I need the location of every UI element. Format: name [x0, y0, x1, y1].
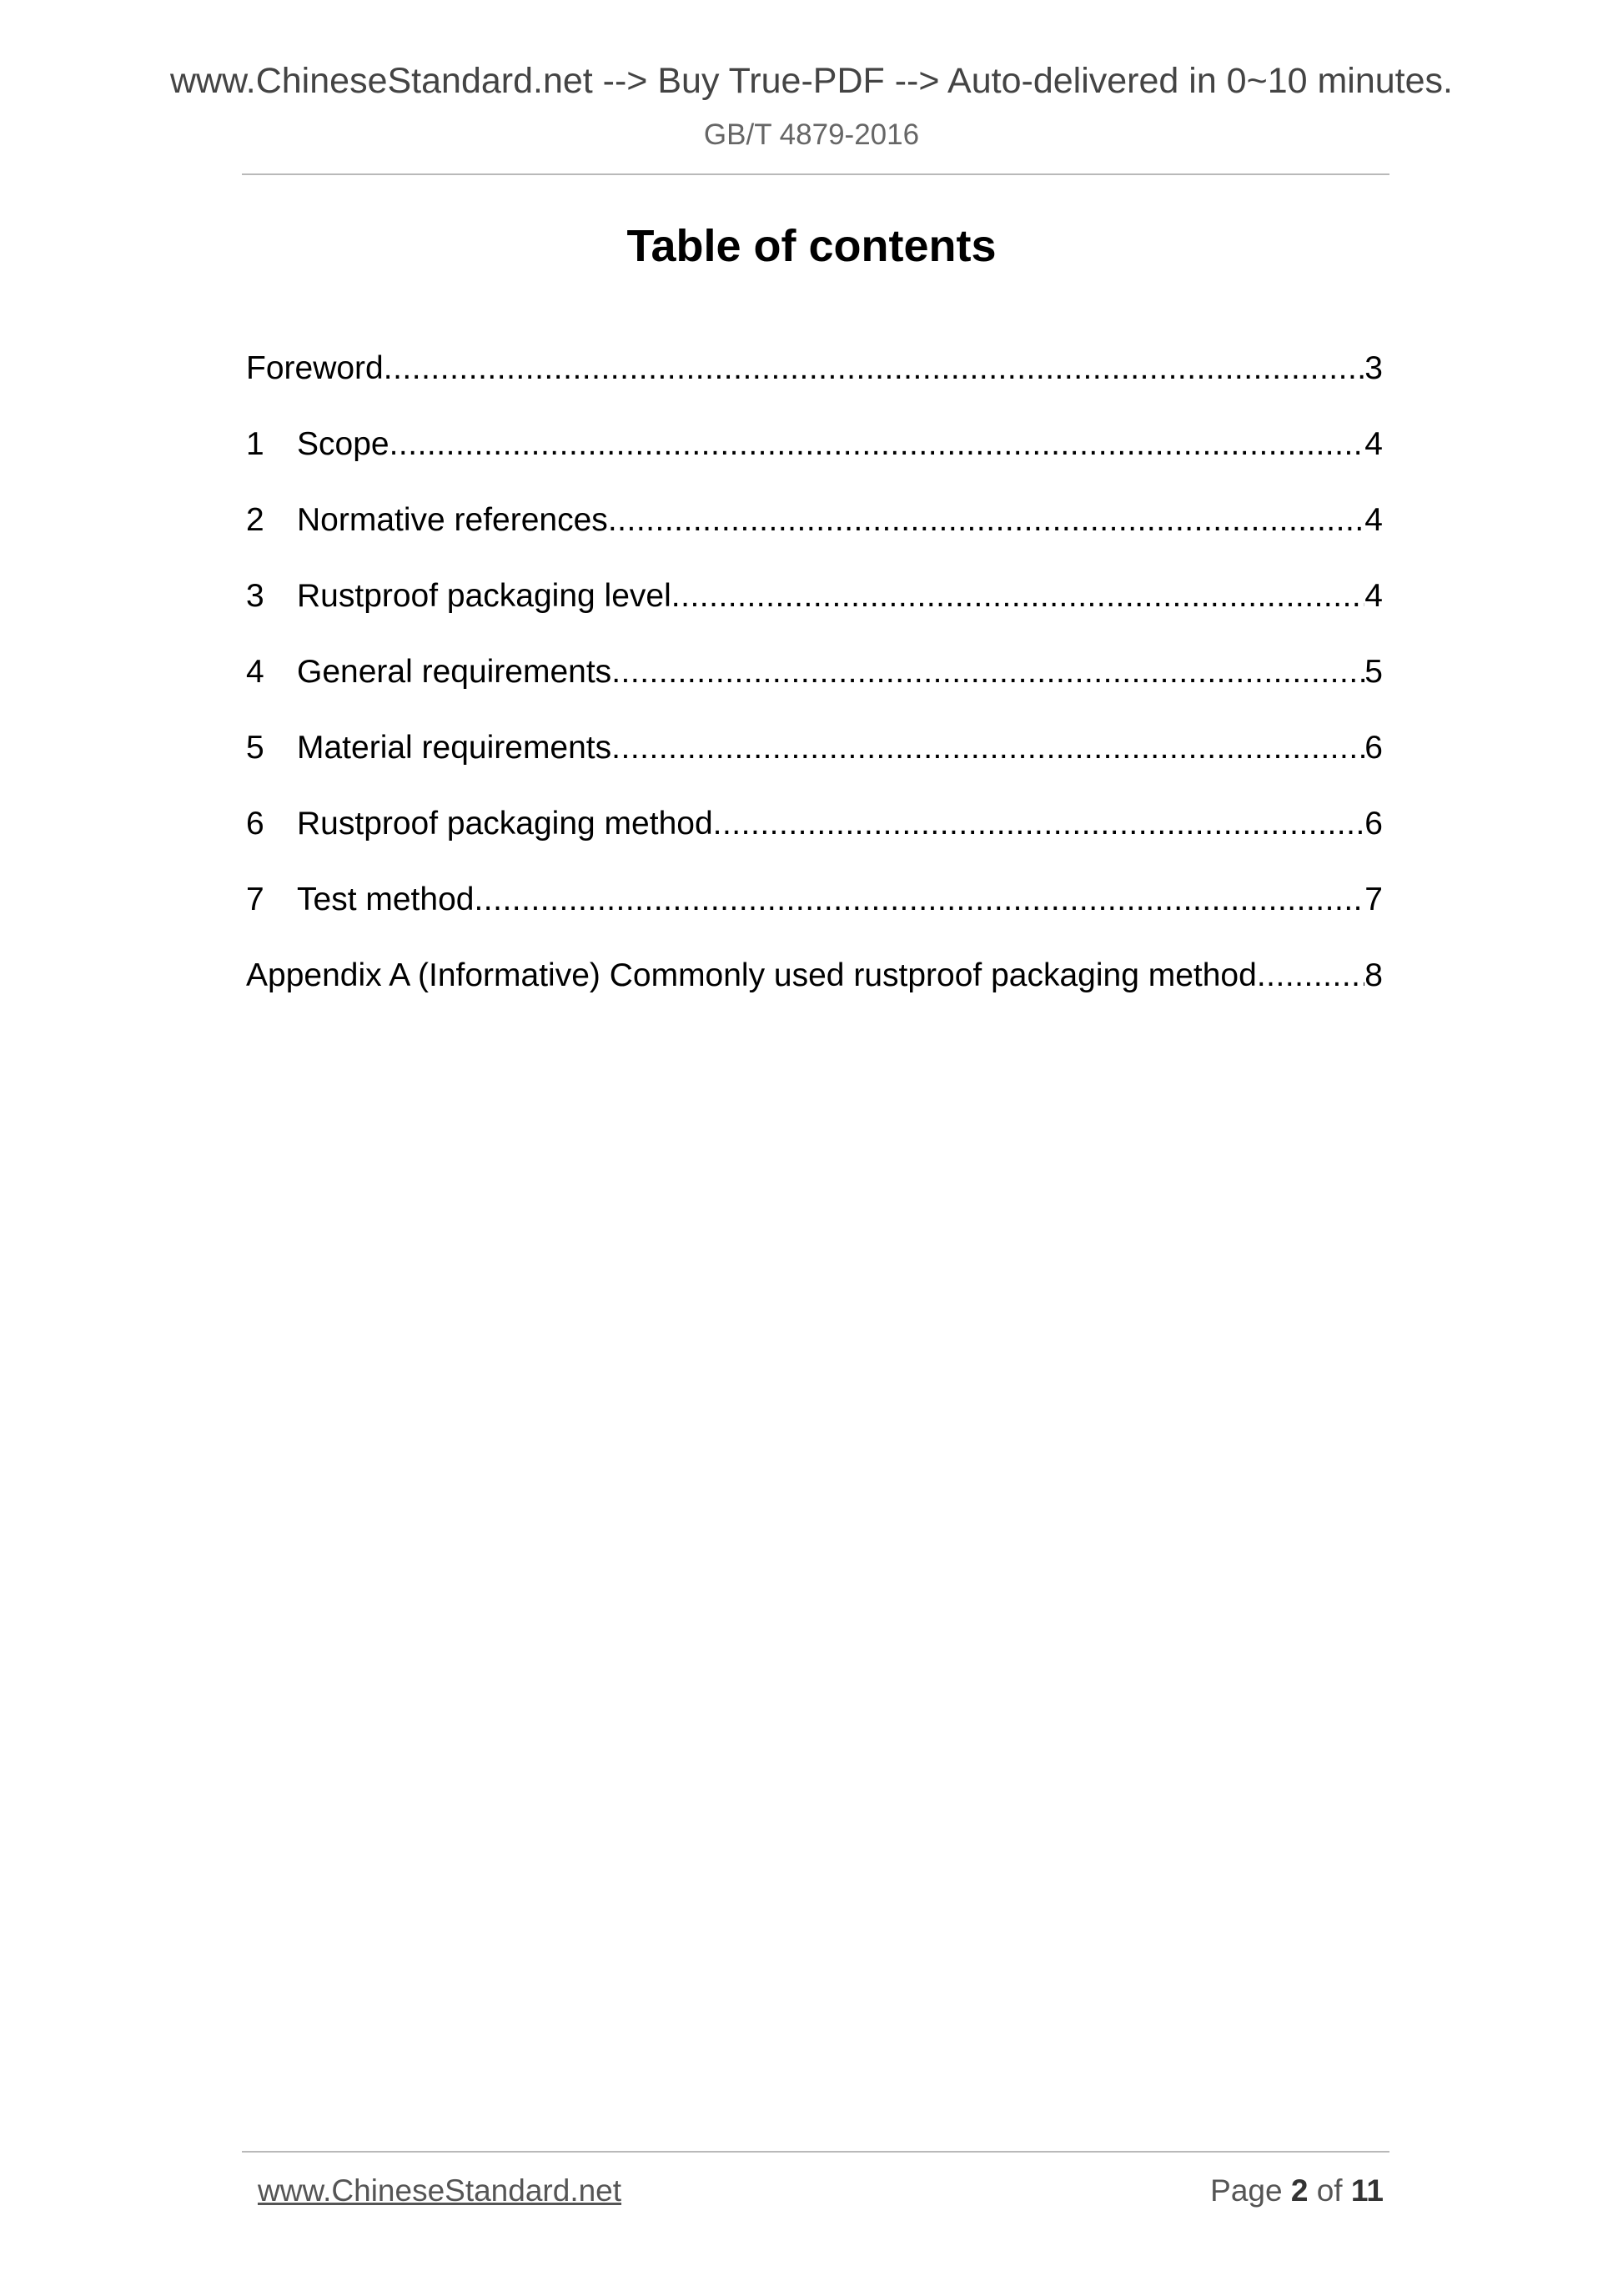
header-banner: www.ChineseStandard.net --> Buy True-PDF --> Auto-delivered in 0~10 minutes. [169, 61, 1453, 101]
footer-website-link[interactable]: www.ChineseStandard.net [258, 2173, 622, 2208]
toc-entry-appendix-a[interactable] [246, 957, 1383, 995]
toc-dot-leader [713, 805, 1365, 843]
toc-entry-label: Scope [297, 426, 389, 462]
toc-entry-rustproof-packaging-method[interactable] [246, 805, 1383, 843]
standard-code: GB/T 4879-2016 [703, 118, 920, 151]
total-pages-number: 11 [1350, 2173, 1384, 2208]
toc-entry-normative-references[interactable] [246, 501, 1383, 540]
toc-entry-number: 4 [246, 654, 264, 690]
toc-entry-number: 6 [246, 806, 264, 842]
toc-entry-label: Test method [297, 882, 475, 917]
toc-entry-scope[interactable] [246, 425, 1383, 464]
toc-entry-label: Material requirements [297, 730, 612, 766]
toc-entry-general-requirements[interactable] [246, 653, 1383, 691]
toc-entry-page: 6 [1364, 806, 1383, 842]
toc-entry-foreword[interactable] [246, 349, 1383, 388]
toc-entry-page: 7 [1364, 882, 1383, 917]
toc-entry-number: 2 [246, 502, 264, 538]
toc-entry-number: 3 [246, 578, 264, 614]
toc-dot-leader [611, 729, 1364, 767]
page-indicator [1210, 2175, 1384, 2206]
toc-dot-leader [671, 577, 1365, 615]
toc-dot-leader [474, 881, 1364, 919]
toc-entry-number: 1 [246, 426, 264, 462]
toc-entry-page: 8 [1364, 957, 1383, 993]
toc-entry-label: Foreword [246, 350, 384, 386]
footer-divider [242, 2151, 1389, 2153]
toc-entry-page: 4 [1364, 578, 1383, 614]
page-word: Page [1210, 2173, 1283, 2208]
current-page-number: 2 [1290, 2173, 1309, 2208]
toc-dot-leader [384, 349, 1365, 388]
toc-entry-page: 3 [1364, 350, 1383, 386]
toc-entry-label: Appendix A (Informative) Commonly used rustproof packaging method [246, 957, 1257, 993]
toc-entry-test-method[interactable] [246, 881, 1383, 919]
toc-entry-label: Normative references [297, 502, 608, 538]
toc-dot-leader [608, 501, 1364, 540]
of-word: of [1316, 2173, 1343, 2208]
toc-dot-leader [389, 425, 1365, 464]
page-title: Table of contents [626, 221, 997, 271]
toc-entry-page: 6 [1364, 730, 1383, 766]
toc-entry-page: 4 [1364, 426, 1383, 462]
toc-entry-label: General requirements [297, 654, 612, 690]
toc-entry-page: 5 [1364, 654, 1383, 690]
toc-dot-leader [1257, 957, 1364, 995]
toc-entry-number: 7 [246, 882, 264, 917]
toc-entry-label: Rustproof packaging level [297, 578, 671, 614]
toc-dot-leader [611, 653, 1364, 691]
toc-entry-number: 5 [246, 730, 264, 766]
toc-entry-rustproof-packaging-level[interactable] [246, 577, 1383, 615]
toc-entry-label: Rustproof packaging method [297, 806, 713, 842]
toc-entry-page: 4 [1364, 502, 1383, 538]
toc-entry-material-requirements[interactable] [246, 729, 1383, 767]
